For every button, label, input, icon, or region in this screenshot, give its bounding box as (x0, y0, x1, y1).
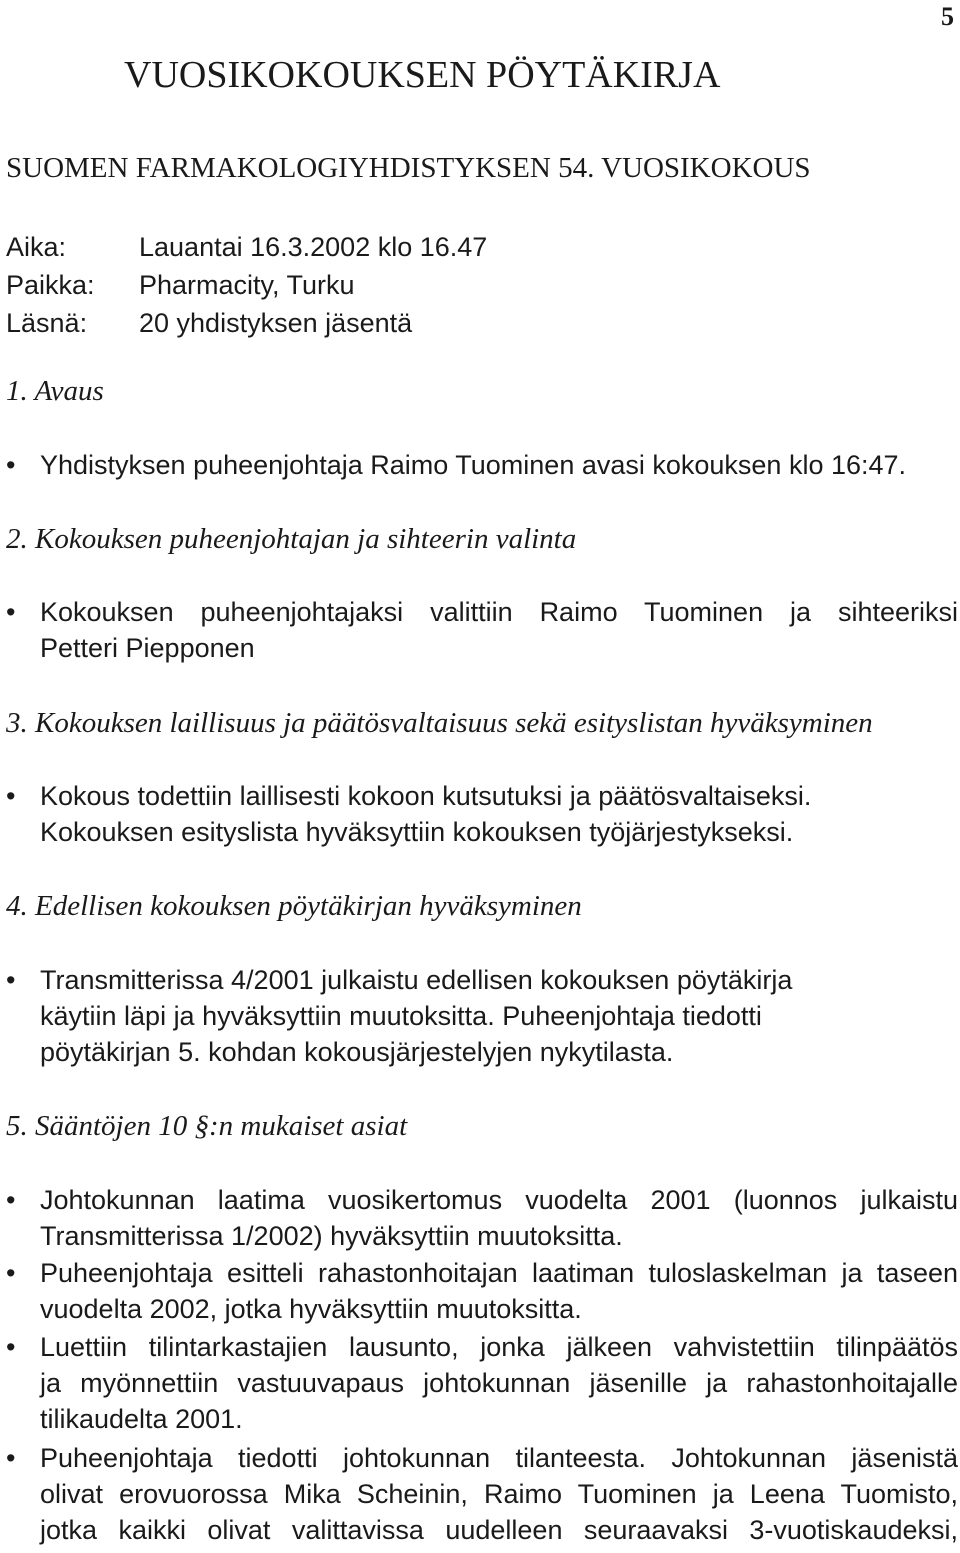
text-line: tilikaudelta 2001. (40, 1404, 243, 1434)
info-key: Läsnä: (6, 308, 88, 338)
list-item-text (40, 1182, 958, 1254)
text-line: Yhdistyksen puheenjohtaja Raimo Tuominen avasi kokouksen klo 16:47. (40, 450, 907, 480)
bullet-icon: • (6, 965, 16, 995)
list-item (6, 1440, 958, 1548)
list-item-text (40, 778, 958, 850)
bullet-icon: • (6, 1443, 16, 1473)
bullet-icon: • (6, 450, 16, 480)
bullet-icon: • (6, 1185, 16, 1215)
meeting-info (6, 228, 487, 342)
text-line: vuodelta 2002, jotka hyväksyttiin muutoksitta. (40, 1294, 582, 1324)
list-item-text (40, 447, 958, 483)
list-item (6, 1182, 958, 1254)
text-line: pöytäkirjan 5. kohdan kokousjärjestelyjen nykytilasta. (40, 1037, 674, 1067)
info-row-time (6, 228, 487, 266)
document-title: VUOSIKOKOUKSEN PÖYTÄKIRJA (124, 54, 721, 96)
text-line: Puheenjohtaja tiedotti johtokunnan tilanteesta. Johtokunnan jäsenistä (40, 1443, 958, 1473)
text-line: Transmitterissa 1/2002) hyväksyttiin muutoksitta. (40, 1221, 623, 1251)
bullet-icon: • (6, 1332, 16, 1362)
section-heading-legality: 3. Kokouksen laillisuus ja päätösvaltaisuus sekä esityslistan hyväksyminen (6, 707, 873, 739)
list-item-text (40, 1329, 958, 1437)
list-item-text (40, 1440, 958, 1548)
text-line: Petteri Piepponen (40, 633, 255, 663)
info-value: Pharmacity, Turku (139, 270, 355, 300)
list-item (6, 778, 958, 850)
info-row-attendance (6, 304, 487, 342)
info-value: 20 yhdistyksen jäsentä (139, 308, 413, 338)
info-row-place (6, 266, 487, 304)
list-item (6, 447, 958, 483)
meeting-title: SUOMEN FARMAKOLOGIYHDISTYKSEN 54. VUOSIKOKOUS (6, 152, 811, 184)
section-heading-statutory-matters: 5. Sääntöjen 10 §:n mukaiset asiat (6, 1110, 408, 1142)
bullet-icon: • (6, 1258, 16, 1288)
text-line: Kokous todettiin laillisesti kokoon kutsutuksi ja päätösvaltaiseksi. (40, 781, 812, 811)
text-line: jotka kaikki olivat valittavissa uudelleen seuraavaksi 3-vuotiskaudeksi, (40, 1515, 958, 1545)
page-number: 5 (941, 2, 954, 31)
list-item-text (40, 962, 958, 1070)
text-line: olivat erovuorossa Mika Scheinin, Raimo Tuominen ja Leena Tuomisto, (40, 1479, 958, 1509)
section-heading-chair-election: 2. Kokouksen puheenjohtajan ja sihteerin valinta (6, 523, 577, 555)
list-item (6, 1329, 958, 1437)
text-line: Puheenjohtaja esitteli rahastonhoitajan laatiman tuloslaskelman ja taseen (40, 1258, 958, 1288)
section-heading-previous-minutes: 4. Edellisen kokouksen pöytäkirjan hyväksyminen (6, 890, 582, 922)
text-line: Luettiin tilintarkastajien lausunto, jonka jälkeen vahvistettiin tilinpäätös (40, 1332, 958, 1362)
list-item (6, 962, 958, 1070)
text-line: käytiin läpi ja hyväksyttiin muutoksitta. Puheenjohtaja tiedotti (40, 1001, 762, 1031)
bullet-icon: • (6, 781, 16, 811)
section-heading-opening: 1. Avaus (6, 375, 104, 407)
info-value: Lauantai 16.3.2002 klo 16.47 (139, 232, 488, 262)
text-line: ja myönnettiin vastuuvapaus johtokunnan jäsenille ja rahastonhoitajalle (40, 1368, 958, 1398)
info-key: Aika: (6, 232, 67, 262)
list-item-text (40, 1255, 958, 1327)
text-line: Transmitterissa 4/2001 julkaistu edellisen kokouksen pöytäkirja (40, 965, 793, 995)
text-line: Kokouksen esityslista hyväksyttiin kokouksen työjärjestykseksi. (40, 817, 794, 847)
text-line: Johtokunnan laatima vuosikertomus vuodelta 2001 (luonnos julkaistu (40, 1185, 958, 1215)
list-item-text (40, 594, 958, 666)
list-item (6, 594, 958, 666)
list-item (6, 1255, 958, 1327)
text-line: Kokouksen puheenjohtajaksi valittiin Raimo Tuominen ja sihteeriksi (40, 597, 958, 627)
info-key: Paikka: (6, 270, 95, 300)
bullet-icon: • (6, 597, 16, 627)
